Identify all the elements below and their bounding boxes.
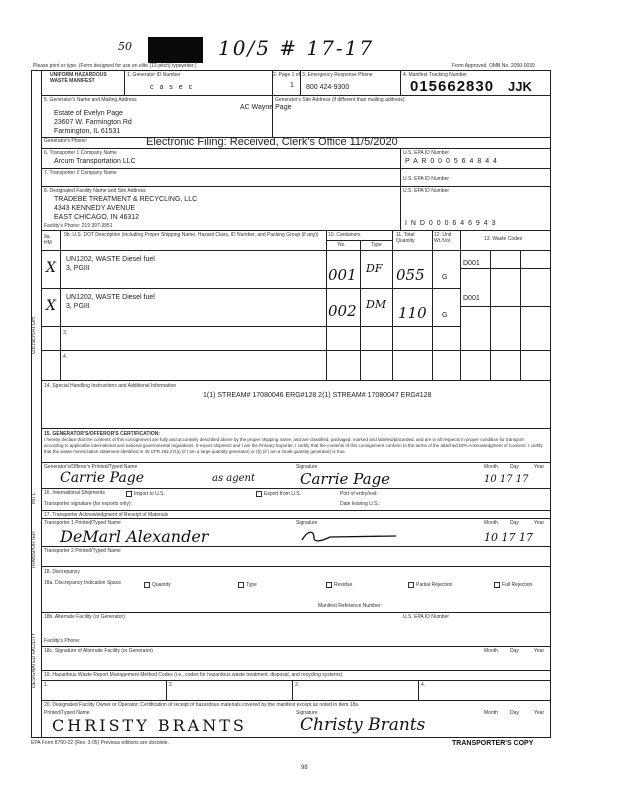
emergency-phone-value: 800 424-9300: [306, 84, 350, 91]
type-checkbox[interactable]: [238, 582, 244, 588]
row1-unit: G: [442, 274, 448, 281]
row2-unit: G: [442, 312, 448, 319]
transporter-export-sig: Transporter signature (for exports only):: [44, 501, 132, 507]
residue-checkbox[interactable]: [326, 582, 332, 588]
row2-hm: X: [46, 298, 56, 314]
generator-site-value: AC Wayne Page: [240, 104, 292, 111]
col-type: Type: [371, 242, 382, 248]
tracking-number-label: 4. Manifest Tracking Number: [403, 72, 467, 78]
transporter2-epa-label: U.S. EPA ID Number: [403, 176, 450, 182]
type-label: Type: [246, 582, 257, 588]
row4-label: 4.: [63, 354, 68, 360]
t1-signature-label: Signature: [296, 520, 318, 526]
row1-type: DF: [366, 262, 383, 275]
emergency-phone-label: 3. Emergency Response Phone: [302, 72, 373, 78]
tracking-number-suffix: JJK: [508, 79, 532, 94]
generator-name: Estate of Evelyn Page: [54, 110, 123, 117]
t1-month-label: Month: [484, 520, 498, 526]
facility-address2: EAST CHICAGO, IN 46312: [54, 214, 140, 221]
col-unit: 12. Unit Wt./Vol.: [434, 232, 452, 244]
row1-no: 001: [328, 266, 357, 284]
col-containers: 10. Containers: [328, 232, 361, 238]
discrepancy-indication-label: 18a. Discrepancy Indication Space: [44, 580, 121, 586]
mgmt-code-4: 4.: [421, 682, 426, 688]
final-signature-label: Signature: [296, 710, 318, 716]
quantity-checkbox[interactable]: [144, 582, 150, 588]
discrepancy-label: 18. Discrepancy: [44, 569, 80, 575]
alternate-phone-label: Facility's Phone:: [44, 638, 81, 644]
t1-date: 10 17 17: [484, 531, 533, 544]
filing-stamp: Electronic Filing: Received, Clerk's Office 11/5/2020: [146, 136, 398, 148]
residue-label: Residue: [334, 582, 353, 588]
cert-month-label: Month: [484, 464, 498, 470]
cert-year-label: Year: [534, 464, 545, 470]
certification-label: 15. GENERATOR'S/OFFEROR'S CERTIFICATION:: [44, 431, 160, 437]
final-year-label: Year: [534, 710, 545, 716]
final-printed-name: CHRISTY BRANTS: [52, 716, 247, 735]
mgmt-code-2: 2.: [169, 682, 174, 688]
row2-code: D001: [463, 295, 480, 302]
t1-year-label: Year: [534, 520, 545, 526]
generator-address1: 23607 W. Farmington Rd: [54, 119, 132, 126]
transporter-ack-label: 17. Transporter Acknowledgment of Receipt of Materials: [44, 512, 169, 518]
cert-date: 10 17 17: [484, 474, 529, 485]
facility-epa-label: U.S. EPA ID Number: [403, 188, 450, 194]
row1-qty: 055: [396, 266, 425, 284]
col-waste-codes: 13. Waste Codes: [484, 236, 523, 242]
manifest-title: UNIFORM HAZARDOUS WASTE MANIFEST: [50, 72, 107, 84]
tracking-number-value: 015662830: [410, 78, 495, 95]
t1-label: Transporter 1 Printed/Typed Name: [44, 520, 121, 526]
t1-signature: [300, 528, 400, 544]
col-description: 9b. U.S. DOT Description (including Proper Shipping Name, Hazard Class, ID Number, and Packing Group (if any)): [64, 232, 319, 238]
row3-label: 3.: [63, 330, 68, 336]
manifest-reference-label: Manifest Reference Number:: [318, 603, 382, 609]
side-transporter: TRANSPORTER: [31, 531, 37, 569]
final-day-label: Day: [510, 710, 519, 716]
cert-day-label: Day: [510, 464, 519, 470]
generator-address2: Farmington, IL 61531: [54, 128, 121, 135]
side-designated-facility: DESIGNATED FACILITY: [31, 632, 37, 688]
row2-qty: 110: [398, 304, 427, 322]
t1-day-label: Day: [510, 520, 519, 526]
final-month-label: Month: [484, 710, 498, 716]
facility-address1: 4343 KENNEDY AVENUE: [54, 205, 136, 212]
signer-agent: as agent: [212, 473, 256, 484]
form-approved: Form Approved. OMB No. 2050-0039: [452, 63, 535, 69]
handwritten-note: 10/5 # 17-17: [218, 36, 375, 60]
t2-label: Transporter 2 Printed/Typed Name: [44, 548, 121, 554]
mgmt-code-1: 1.: [44, 682, 49, 688]
transporter1-epa-value: P A R 0 0 0 5 6 4 8 4 4: [405, 158, 498, 165]
generator-site-label: Generator's Site Address (if different than mailing address): [275, 97, 405, 103]
special-value: 1(1) STREAM# 17080046 ERG#128 2(1) STREAM# 17080047 ERG#128: [203, 392, 432, 399]
facility-label: 8. Designated Facility Name and Site Address: [44, 188, 146, 194]
side-intl: INT'L: [31, 492, 37, 504]
row2-type: DM: [366, 298, 387, 311]
port-label: Port of entry/exit:: [340, 491, 378, 497]
intl-label: 16. International Shipments: [44, 490, 105, 496]
quantity-label: Quantity: [152, 582, 171, 588]
redaction-block: [148, 37, 203, 63]
export-label: Export from U.S.: [264, 491, 301, 497]
corner-mark: 50: [118, 40, 132, 53]
col-hm: 9a. HM: [44, 234, 52, 246]
alternate-epa-label: U.S. EPA ID Number: [403, 614, 450, 620]
alt-year-label: Year: [534, 648, 545, 654]
transporter1-label: 6. Transporter 1 Company Name: [44, 150, 117, 156]
alt-day-label: Day: [510, 648, 519, 654]
generator-id-label: 1. Generator ID Number: [127, 72, 181, 78]
transporter1-name: Arcum Transportation LLC: [54, 158, 136, 165]
row1-desc-line2: 3, PGIII: [66, 265, 90, 272]
row2-no: 002: [328, 302, 357, 320]
alt-month-label: Month: [484, 648, 498, 654]
signer-name: Carrie Page: [60, 470, 145, 486]
page-mark: 98: [301, 765, 308, 771]
import-checkbox[interactable]: [126, 491, 132, 497]
side-column-divider: [41, 70, 42, 738]
generator-name-label: 5. Generator's Name and Mailing Address: [44, 97, 137, 103]
full-rejection-checkbox[interactable]: [494, 582, 500, 588]
print-note: Please print or type. (Form designed for use on elite (12-pitch) typewriter.): [33, 63, 197, 69]
page-value: 1: [290, 82, 294, 89]
special-label: 14. Special Handling Instructions and Additional Information: [44, 383, 177, 389]
alternate-signature-label: 18c. Signature of Alternate Facility (or Generator): [44, 648, 153, 654]
signer-label: Generator's/Offeror's Printed/Typed Name: [44, 464, 138, 470]
generator-id-value: c a s e c: [150, 84, 195, 91]
row1-desc-line1: UN1202, WASTE Diesel fuel: [66, 256, 155, 263]
copy-label: TRANSPORTER'S COPY: [452, 740, 534, 747]
col-no: No.: [338, 242, 346, 248]
transporter2-label: 7. Transporter 2 Company Name: [44, 170, 117, 176]
final-signature: Christy Brants: [300, 715, 426, 735]
alternate-facility-label: 18b. Alternate Facility (or Generator): [44, 614, 125, 620]
row2-desc-line2: 3, PGIII: [66, 303, 90, 310]
side-generator: GENERATOR: [31, 316, 37, 354]
facility-phone: Facility's Phone: 219 397-3951: [44, 223, 113, 229]
final-printed-label: Printed/Typed Name: [44, 710, 90, 716]
facility-name: TRADEBE TREATMENT & RECYCLING, LLC: [54, 196, 198, 203]
epa-form-number: EPA Form 8700-22 (Rev. 3-05) Previous editions are obsolete.: [31, 740, 169, 746]
facility-epa-value: I N D 0 0 0 6 4 6 9 4 3: [405, 220, 497, 227]
import-label: Import to U.S.: [134, 491, 165, 497]
mgmt-code-3: 3.: [295, 682, 300, 688]
generator-signature: Carrie Page: [300, 470, 391, 488]
row1-hm: X: [46, 260, 56, 276]
signature-label: Signature: [296, 464, 318, 470]
row1-code: D001: [463, 260, 480, 267]
generator-phone-label: Generator's Phone:: [44, 138, 88, 144]
t1-name: DeMarl Alexander: [60, 527, 209, 546]
date-leaving-label: Date leaving U.S.:: [340, 501, 381, 507]
page-label: 2. Page 1 of: [273, 72, 300, 78]
certification-text: I hereby declare that the contents of this consignment are fully and accurately described above by the proper shipping name, and are classified, packaged, marked and labeled/placarded, and are in all respects in proper condition for transport according to applicable international and national governmental regulations. If export shipment and I am the Primary Exporter, I certify that the contents of this consignment conform to the terms of the attached EPA Acknowledgment of Consent. I certify that the waste minimization statement identified in 40 CFR 262.27(a) (if I am a large quantity generator) or (b) (if I am a small quantity generator) is true.: [44, 437, 543, 454]
row2-desc-line1: UN1202, WASTE Diesel fuel: [66, 294, 155, 301]
transporter1-epa-label: U.S. EPA ID Number: [403, 150, 450, 156]
mgmt-label: 19. Hazardous Waste Report Management Method Codes (i.e., codes for hazardous waste treatment, disposal, and recycling systems): [44, 672, 343, 678]
full-rejection-label: Full Rejection: [502, 582, 533, 588]
final-cert-label: 20. Designated Facility Owner or Operator: Certification of receipt of hazardous materials covered by the manifest except as noted in Item 18a: [44, 702, 359, 708]
partial-rejection-checkbox[interactable]: [408, 582, 414, 588]
col-quantity: 11. Total Quantity: [396, 232, 415, 244]
partial-rejection-label: Partial Rejection: [416, 582, 453, 588]
export-checkbox[interactable]: [256, 491, 262, 497]
